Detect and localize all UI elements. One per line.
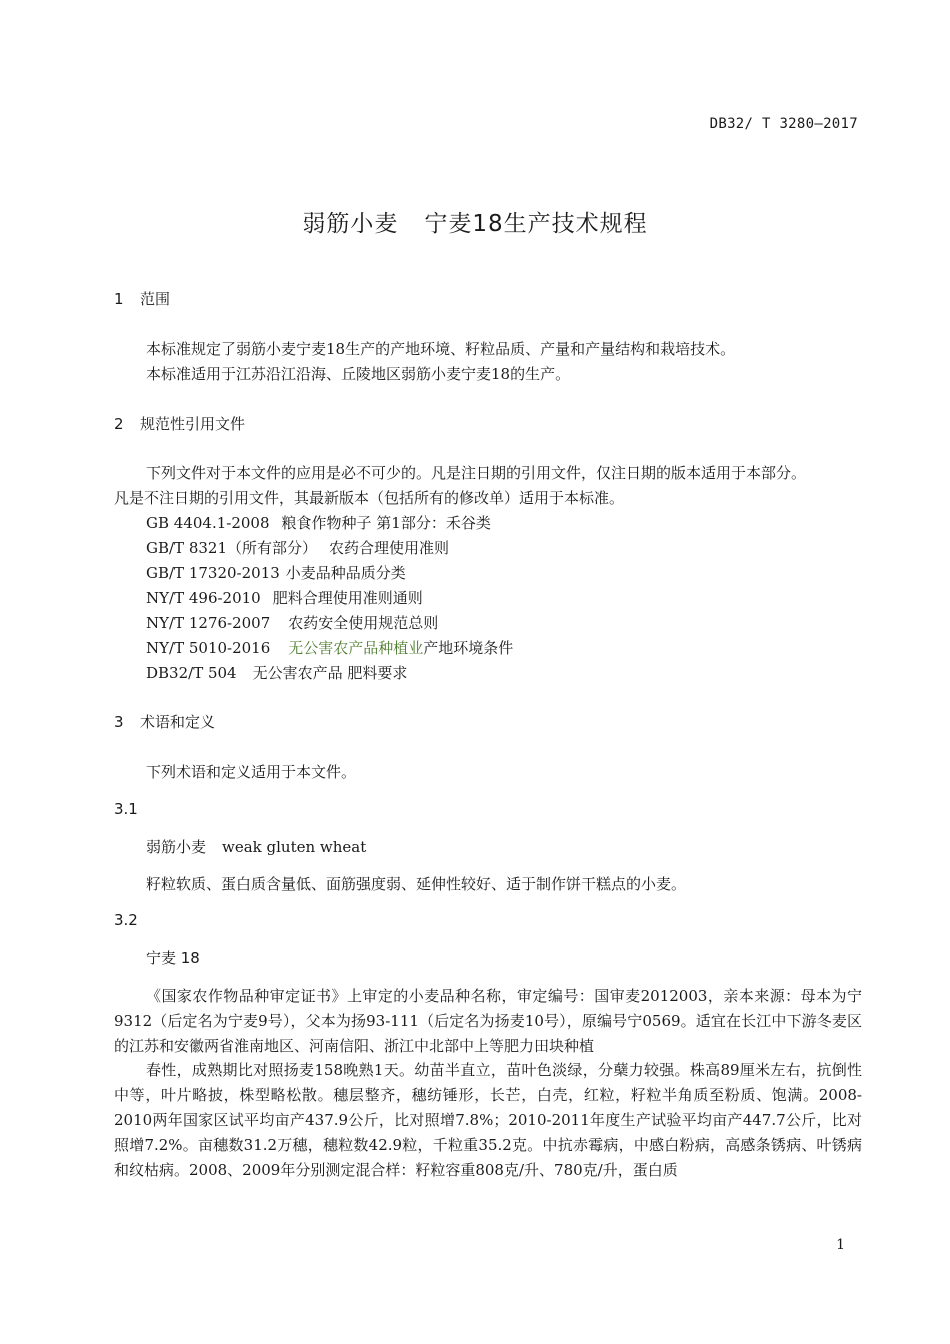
- reference-name: 肥料合理使用准则通则: [272, 589, 423, 607]
- term-3-2-name: [146, 947, 200, 968]
- term-3-1-name: [146, 836, 366, 857]
- reference-item: [146, 587, 423, 608]
- section-1-heading: [114, 288, 170, 309]
- reference-item: [146, 512, 491, 533]
- reference-item: [146, 612, 438, 633]
- term-zh: 宁麦 18: [146, 949, 200, 967]
- reference-code: NY/T 5010-2016: [146, 639, 271, 657]
- reference-code: NY/T 496-2010: [146, 589, 261, 607]
- reference-name: 农药安全使用规范总则: [288, 614, 439, 632]
- section-2-intro-line-2: 凡是不注日期的引用文件，其最新版本（包括所有的修改单）适用于本标准。: [114, 489, 625, 507]
- term-3-2-number: 3.2: [114, 911, 138, 929]
- reference-name: 农药合理使用准则: [329, 539, 450, 557]
- section-title: 术语和定义: [140, 713, 216, 731]
- reference-item: [146, 637, 513, 658]
- section-1-para-1: 本标准规定了弱筋小麦宁麦18生产的产地环境、籽粒品质、产量和产量结构和栽培技术。: [146, 340, 736, 358]
- section-number: 3: [114, 713, 124, 731]
- section-number: 1: [114, 290, 124, 308]
- title-part-1: 弱筋小麦: [302, 211, 399, 237]
- reference-item: [146, 562, 406, 583]
- document-code: DB32/ T 3280—2017: [709, 116, 858, 132]
- section-number: 2: [114, 415, 124, 433]
- reference-name-highlight: 无公害农产品种植业: [288, 639, 424, 657]
- reference-name-rest: 产地环境条件: [423, 639, 514, 657]
- section-3-intro: 下列术语和定义适用于本文件。: [146, 763, 357, 781]
- reference-item: [146, 662, 407, 683]
- reference-name: 小麦品种品质分类: [285, 564, 406, 582]
- section-2-intro-line-1: 下列文件对于本文件的应用是必不可少的。凡是注日期的引用文件，仅注日期的版本适用于本部分。: [146, 464, 807, 482]
- title-part-2: 宁麦18生产技术规程: [424, 211, 648, 237]
- reference-item: [146, 537, 449, 558]
- page-number: 1: [836, 1237, 845, 1253]
- reference-code: NY/T 1276-2007: [146, 614, 271, 632]
- reference-name: 无公害农产品 肥料要求: [252, 664, 408, 682]
- term-en: weak gluten wheat: [222, 838, 367, 856]
- section-2-heading: [114, 413, 245, 434]
- term-zh: 弱筋小麦: [146, 838, 207, 856]
- reference-code: GB/T 8321（所有部分）: [146, 539, 318, 557]
- section-title: 规范性引用文件: [140, 415, 246, 433]
- reference-code: DB32/T 504: [146, 664, 237, 682]
- section-title: 范围: [140, 290, 171, 308]
- term-3-2-definition-p2: 春性，成熟期比对照扬麦158晚熟1天。幼苗半直立，苗叶色淡绿，分蘖力较强。株高89厘米左右，抗倒性中等，叶片略披，株型略松散。穗层整齐，穗纺锤形，长芒，白壳，红粒，籽粒半角质至粉质、饱满。2008-2010两年国家区试平均亩产437.9公斤，比对照增7.8%；2010-2011年度生产试验平均亩产447.7公斤，比对照增7.2%。亩穗数31.2万穗，穗粒数42.9粒，千粒重35.2克。中抗赤霉病，中感白粉病，高感条锈病、叶锈病和纹枯病。2008、2009年分别测定混合样：籽粒容重808克/升、780克/升，蛋白质: [114, 1061, 862, 1179]
- term-3-1-number: 3.1: [114, 800, 138, 818]
- term-3-1-definition: 籽粒软质、蛋白质含量低、面筋强度弱、延伸性较好、适于制作饼干糕点的小麦。: [146, 875, 687, 893]
- term-3-2-definition-p1: 《国家农作物品种审定证书》上审定的小麦品种名称，审定编号：国审麦2012003，亲本来源：母本为宁9312（后定名为宁麦9号），父本为扬93-111（后定名为扬麦10号），原编号宁0569。适宜在长江中下游冬麦区的江苏和安徽两省淮南地区、河南信阳、浙江中北部中上等肥力田块种植: [114, 987, 862, 1055]
- reference-name: 粮食作物种子 第1部分：禾谷类: [281, 514, 491, 532]
- reference-code: GB/T 17320-2013: [146, 564, 280, 582]
- section-3-heading: [114, 711, 215, 732]
- reference-code: GB 4404.1-2008: [146, 514, 270, 532]
- page-title: [0, 205, 950, 238]
- section-1-para-2: 本标准适用于江苏沿江沿海、丘陵地区弱筋小麦宁麦18的生产。: [146, 365, 571, 383]
